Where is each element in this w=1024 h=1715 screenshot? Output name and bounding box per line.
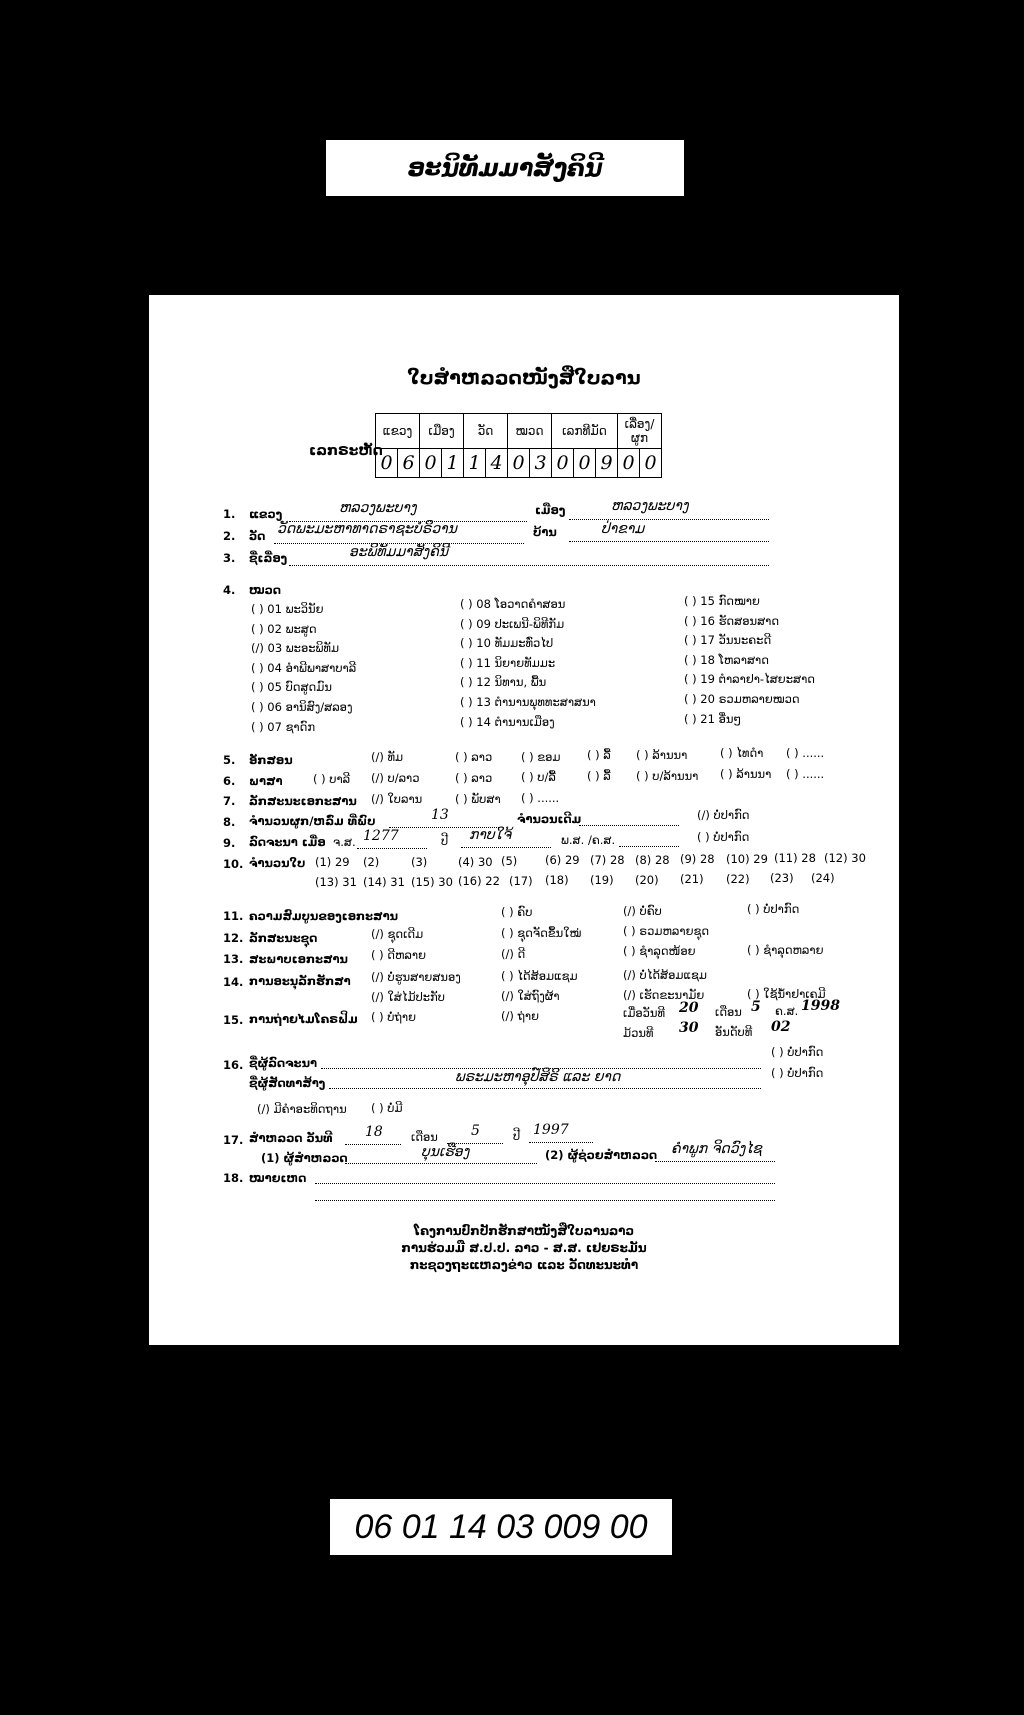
- field-number: 15.: [223, 1013, 244, 1027]
- form-footer: [149, 1223, 899, 1274]
- field-surveyor-label: (1) ຜູ້ສຳຫລວດ: [261, 1151, 348, 1165]
- category-column-2: [460, 595, 596, 732]
- leaf-count: (22): [726, 872, 750, 886]
- code-digit: 4: [486, 449, 508, 478]
- script-option[interactable]: ( ) ຂອມ: [521, 750, 561, 764]
- field-province-label: ແຂວງ: [249, 507, 283, 521]
- leaf-count: (11) 28: [774, 851, 816, 865]
- microfilm-option[interactable]: ( ) ບໍ່ຖ່າຍ: [371, 1010, 416, 1024]
- leaf-count: (7) 28: [590, 853, 625, 867]
- field-leaf-count-label: ຈຳນວນໃບ: [249, 856, 306, 870]
- code-digit: 1: [442, 449, 464, 478]
- field-number: 11.: [223, 909, 244, 923]
- field-number: 18.: [223, 1171, 244, 1185]
- field-script-label: ອັກສອນ: [249, 753, 293, 767]
- microfilm-option[interactable]: (/) ຖ່າຍ: [501, 1009, 540, 1023]
- field-language-label: ພາສາ: [249, 774, 283, 788]
- material-option[interactable]: ( ) ພັບສາ: [455, 792, 501, 806]
- field-number: 6.: [223, 774, 236, 788]
- leaf-count: (19): [590, 873, 614, 887]
- category-option[interactable]: ( ) 07 ຊາດົກ: [251, 719, 316, 734]
- sponsor-unknown-option[interactable]: ( ) ບໍ່ປາກົດ: [771, 1066, 824, 1080]
- field-cycle-year-label: ປີ: [441, 834, 449, 848]
- language-option[interactable]: ( ) ......: [786, 767, 825, 781]
- form-footer-line: ການຮ່ວມມື ສ.ປ.ປ. ລາວ - ສ.ສ. ເຢຍຣະມັນ: [401, 1241, 647, 1255]
- document-title-label: ອະນິທັມມາສັງຄິນີ: [326, 140, 684, 196]
- category-column-1: [251, 600, 356, 737]
- category-option[interactable]: ( ) 11 ນິຍາຍທັມມະ: [460, 655, 556, 670]
- code-digit: 0: [552, 449, 574, 478]
- leaf-count: (9) 28: [680, 852, 715, 866]
- leaf-count: (1) 29: [315, 855, 350, 869]
- microfilm-year: 1998: [801, 998, 840, 1014]
- code-digit: 9: [596, 449, 618, 478]
- code-header-story: ເລື່ອງ/ຜູກ: [618, 414, 662, 449]
- code-header-province: ແຂວງ: [376, 414, 420, 449]
- field-fascicle-count-label: ຈຳນວນຜູກ/ຫລົ່ມ ທີ່ພົບ: [249, 814, 376, 828]
- set-option[interactable]: ( ) ຊຳລຸດຫລາຍ: [747, 943, 824, 957]
- field-author-label: ຊື່ຜູ້ລົດຈະນາ: [249, 1056, 317, 1070]
- code-header-category: ໝວດ: [508, 414, 552, 449]
- set-option[interactable]: ( ) ຣວມຫລາຍຊຸດ: [623, 924, 710, 938]
- microfilm-month-label: ເດືອນ: [715, 1005, 742, 1019]
- field-village-value: ປ່າຂາມ: [601, 521, 645, 537]
- field-province-value: ຫລວງພະບາງ: [339, 500, 417, 516]
- code-digit: 1: [464, 449, 486, 478]
- field-number: 17.: [223, 1133, 244, 1147]
- microfilm-day: 20: [679, 1000, 699, 1016]
- code-digit: 0: [508, 449, 530, 478]
- code-digit: 0: [640, 449, 662, 478]
- field-condition-label: ສະພາບເອກະສານ: [249, 952, 348, 966]
- field-era: ຈ.ສ.: [333, 835, 356, 849]
- category-option[interactable]: ( ) 14 ຕຳນານເມືອງ: [460, 714, 555, 729]
- leaf-count: (12) 30: [824, 851, 866, 865]
- leaf-count: (8) 28: [635, 853, 670, 867]
- language-option[interactable]: ( ) ລື້: [587, 769, 611, 783]
- code-digit: 0: [618, 449, 640, 478]
- category-option[interactable]: ( ) 21 ອື່ນໆ: [684, 711, 742, 726]
- field-number: 14.: [223, 975, 244, 989]
- field-survey-day: 18: [365, 1124, 383, 1140]
- field-number: 7.: [223, 794, 236, 808]
- condition-option[interactable]: ( ) ດີຫລາຍ: [371, 948, 426, 962]
- field-microfilm-label: ການຖ່າຍໄມໂຄຣຟິມ: [249, 1012, 358, 1026]
- leaf-count: (10) 29: [726, 852, 768, 866]
- field-fascicle-count-value: 13: [431, 807, 449, 823]
- category-option[interactable]: ( ) 08 ໂອວາດຄຳສອນ: [460, 597, 566, 611]
- code-table: [375, 413, 662, 478]
- field-set-label: ລັກສະນະຊຸດ: [249, 931, 318, 945]
- category-option[interactable]: ( ) 01 ພະວິນັຍ: [251, 602, 324, 616]
- conservation-option[interactable]: (/) ໃສ່ຖົງຜ້າ: [501, 989, 560, 1003]
- field-title-value: ອະພິທັມມາສັງຄິນີ: [349, 544, 449, 560]
- microfilm-date-label: ເມື່ອວັນທີ: [623, 1006, 666, 1020]
- script-option[interactable]: ( ) ......: [786, 746, 825, 760]
- code-header-temple: ວັດ: [464, 414, 508, 449]
- code-header-bundle: ເລກທີມັດ: [552, 414, 618, 449]
- conservation-option[interactable]: ( ) ໃຊ້ນ້ຳຢາເຄມີ: [747, 987, 826, 1001]
- leaf-count: (13) 31: [315, 875, 357, 889]
- category-option[interactable]: ( ) 09 ປະເພນີ-ພິທີກັມ: [460, 616, 565, 631]
- language-option[interactable]: ( ) ບ/ລ້ານນາ: [636, 769, 699, 783]
- field-number: 13.: [223, 952, 244, 966]
- field-number: 9.: [223, 836, 236, 850]
- condition-option[interactable]: (/) ດີ: [501, 947, 526, 961]
- leaf-count: (3): [411, 855, 428, 869]
- category-option[interactable]: ( ) 12 ນິທານ, ພື້ນ: [460, 675, 547, 690]
- field-number: 10.: [223, 857, 244, 871]
- field-composed-year: 1277: [363, 828, 399, 844]
- field-district-value: ຫລວງພະບາງ: [611, 498, 689, 514]
- field-number: 5.: [223, 753, 236, 767]
- field-district-label: ເມືອງ: [535, 503, 566, 517]
- field-village-label: ບ້ານ: [533, 525, 557, 539]
- language-option[interactable]: ( ) ລາວ: [455, 771, 493, 785]
- leaf-count: (16) 22: [458, 874, 500, 888]
- field-number: 1.: [223, 507, 236, 521]
- material-option[interactable]: ( ) ......: [521, 791, 560, 805]
- code-digit: 6: [398, 449, 420, 478]
- author-unknown-option[interactable]: ( ) ບໍ່ປາກົດ: [771, 1045, 824, 1059]
- code-label: ເລກຣະຫັດ: [309, 443, 383, 459]
- category-option[interactable]: ( ) 10 ທັມມະທົ່ວໄປ: [460, 636, 554, 651]
- field-title-label: ຊື່ເລື່ອງ: [249, 551, 288, 565]
- field-survey-month: 5: [471, 1123, 480, 1139]
- completeness-option[interactable]: ( ) ບໍ່ປາກົດ: [747, 902, 800, 916]
- category-option[interactable]: ( ) 13 ຕຳນານພຸທທະສາສນາ: [460, 694, 596, 709]
- field-number: 8.: [223, 815, 236, 829]
- field-completeness-label: ຄວາມສົມບູນຂອງເອກະສານ: [249, 909, 398, 923]
- field-original-count-label: ຈຳນວນເດີມ: [517, 812, 582, 826]
- microfilm-roll: 30: [679, 1020, 699, 1036]
- form-title: ໃບສຳຫລວດໜັງສືໃບລານ: [407, 367, 641, 389]
- code-digit: 0: [376, 449, 398, 478]
- microfilm-seq-label: ອັນດັບທີ: [715, 1025, 753, 1039]
- category-option[interactable]: ( ) 20 ຣວມຫລາຍໝວດ: [684, 691, 800, 706]
- language-option[interactable]: ( ) ບ/ລື້: [521, 770, 556, 784]
- composed-unknown-option[interactable]: ( ) ບໍ່ປາກົດ: [697, 830, 750, 844]
- code-digit: 3: [530, 449, 552, 478]
- prayer-option[interactable]: ( ) ບໍ່ມີ: [371, 1101, 403, 1115]
- language-option[interactable]: (/) ບ/ລາວ: [371, 771, 420, 785]
- manuscript-code-label: 06 01 14 03 009 00: [330, 1499, 672, 1555]
- category-option[interactable]: ( ) 16 ຮັດສອນສາດ: [684, 613, 780, 628]
- code-header-district: ເມືອງ: [420, 414, 464, 449]
- field-survey-year: 1997: [533, 1122, 569, 1138]
- code-digit: 0: [420, 449, 442, 478]
- field-number: 2.: [223, 529, 236, 543]
- category-option[interactable]: ( ) 19 ຕຳລາຢາ-ໄສຍະສາດ: [684, 672, 815, 687]
- leaf-count: (20): [635, 873, 659, 887]
- category-option[interactable]: ( ) 02 ພະສູດ: [251, 621, 317, 636]
- field-number: 16.: [223, 1058, 244, 1072]
- conservation-option[interactable]: (/) ບໍ່ໄດ້ສ້ອມແຊມ: [623, 968, 707, 982]
- prayer-option[interactable]: (/) ມີຄຳອະທິດຖານ: [257, 1102, 347, 1116]
- field-assistant-value: ຄຳພູກ ຈິດວົງໄຊ: [671, 1141, 762, 1157]
- microfilm-seq: 02: [771, 1019, 791, 1035]
- completeness-option[interactable]: ( ) ຄົບ: [501, 905, 533, 919]
- category-option[interactable]: ( ) 04 ອຳພີພາສາບາລີ: [251, 660, 357, 675]
- field-be-ce-label: ພ.ສ. /ຄ.ສ.: [561, 833, 616, 847]
- set-option[interactable]: (/) ຊຸດເດີມ: [371, 927, 424, 941]
- conservation-option[interactable]: (/) ບໍ່ຮູນສາຍສນອງ: [371, 970, 461, 984]
- leaf-count: (5): [501, 854, 518, 868]
- conservation-option[interactable]: (/) ເຮັດຂະນາມັຍ: [623, 988, 705, 1002]
- leaf-count: (4) 30: [458, 855, 493, 869]
- language-option[interactable]: ( ) ລ້ານນາ: [720, 767, 772, 781]
- leaf-count: (15) 30: [411, 875, 453, 889]
- leaf-count: (24): [811, 871, 835, 885]
- field-number: 3.: [223, 551, 236, 565]
- conservation-option[interactable]: (/) ໃສ່ໄມ້ປະກັບ: [371, 990, 445, 1004]
- category-option[interactable]: ( ) 06 ອານິສົງ/ສລອງ: [251, 699, 353, 714]
- field-number: 12.: [223, 931, 244, 945]
- category-option[interactable]: ( ) 17 ວັນນະຄະດີ: [684, 633, 772, 648]
- script-option[interactable]: (/) ທັມ: [371, 750, 404, 764]
- conservation-option[interactable]: ( ) ໄດ້ສ້ອມແຊມ: [501, 969, 578, 983]
- language-option[interactable]: ( ) ບາລີ: [313, 772, 351, 786]
- original-count-unknown-option[interactable]: (/) ບໍ່ປາກົດ: [697, 808, 750, 822]
- field-surveyor-value: ບຸນເຮືອງ: [421, 1144, 470, 1160]
- leaf-count: (21): [680, 872, 704, 886]
- field-temple-label: ວັດ: [249, 529, 266, 543]
- script-option[interactable]: ( ) ໄທດຳ: [720, 746, 764, 760]
- script-option[interactable]: ( ) ລາວ: [455, 750, 493, 764]
- leaf-count: (18): [545, 873, 569, 887]
- script-option[interactable]: ( ) ລື້: [587, 748, 611, 762]
- microfilm-month: 5: [751, 999, 761, 1015]
- field-remarks-label: ໝາຍເຫດ: [249, 1171, 307, 1185]
- microfilm-roll-label: ມ້ວນທີ: [623, 1026, 654, 1040]
- field-survey-month-label: ເດືອນ: [411, 1130, 438, 1144]
- leaf-count: (23): [770, 871, 794, 885]
- field-material-label: ລັກສະນະເອກະສານ: [249, 794, 357, 808]
- field-number: 4.: [223, 583, 236, 597]
- form-footer-line: ກະຊວງຖະແຫລງຂ່າວ ແລະ ວັດທະນະທຳ: [409, 1258, 639, 1272]
- field-cycle-year-value: ກາບໃຈ້: [469, 827, 512, 843]
- completeness-option[interactable]: (/) ບໍ່ຄົບ: [623, 904, 662, 918]
- field-sponsor-label: ຊື່ຜູ້ສັດທາສ້າງ: [249, 1076, 326, 1090]
- field-conservation-label: ການອະນຸລັກຮັກສາ: [249, 974, 351, 988]
- field-composed-label: ລົດຈະນາ ເມື່ອ: [249, 835, 326, 849]
- material-option[interactable]: (/) ໃບລານ: [371, 792, 423, 806]
- leaf-count: (14) 31: [363, 875, 405, 889]
- category-option[interactable]: ( ) 05 ບົດສູດມົນ: [251, 680, 332, 695]
- category-option[interactable]: ( ) 18 ໂຫລາສາດ: [684, 652, 769, 667]
- leaf-count: (6) 29: [545, 853, 580, 867]
- leaf-count: (17): [509, 874, 533, 888]
- microfilm-year-label: ຄ.ສ.: [775, 1004, 799, 1018]
- field-category-label: ໝວດ: [249, 583, 281, 597]
- category-option[interactable]: ( ) 15 ກົດໝາຍ: [684, 594, 760, 608]
- field-survey-year-label: ປີ: [513, 1129, 521, 1143]
- category-column-3: [684, 592, 815, 729]
- category-option[interactable]: (/) 03 ພະອະພິທັມ: [251, 641, 340, 656]
- set-option[interactable]: ( ) ຊຳລຸດໜ້ອຍ: [623, 944, 696, 958]
- field-assistant-label: (2) ຜູ້ຊ່ວຍສຳຫລວດ: [545, 1148, 658, 1162]
- field-temple-value: ວັດພະມະຫາທາດຣາຊະບໍຣິວານ: [277, 521, 457, 537]
- leaf-count: (2): [363, 855, 380, 869]
- field-sponsor-value: ພຣະມະຫາອຸປ໌ສິຣິ ແລະ ຍາດ: [455, 1069, 621, 1085]
- form-footer-line: ໂຄງການປົກປັກຮັກສາໜັງສືໃບລານລາວ: [413, 1224, 635, 1238]
- set-option[interactable]: ( ) ຊຸດຈັດຂຶ້ນໃໝ່: [501, 926, 582, 940]
- script-option[interactable]: ( ) ລ້ານນາ: [636, 748, 688, 762]
- field-survey-date-label: ສຳຫລວດ ວັນທີ: [249, 1131, 333, 1145]
- code-digit: 0: [574, 449, 596, 478]
- survey-form-sheet: [149, 295, 899, 1345]
